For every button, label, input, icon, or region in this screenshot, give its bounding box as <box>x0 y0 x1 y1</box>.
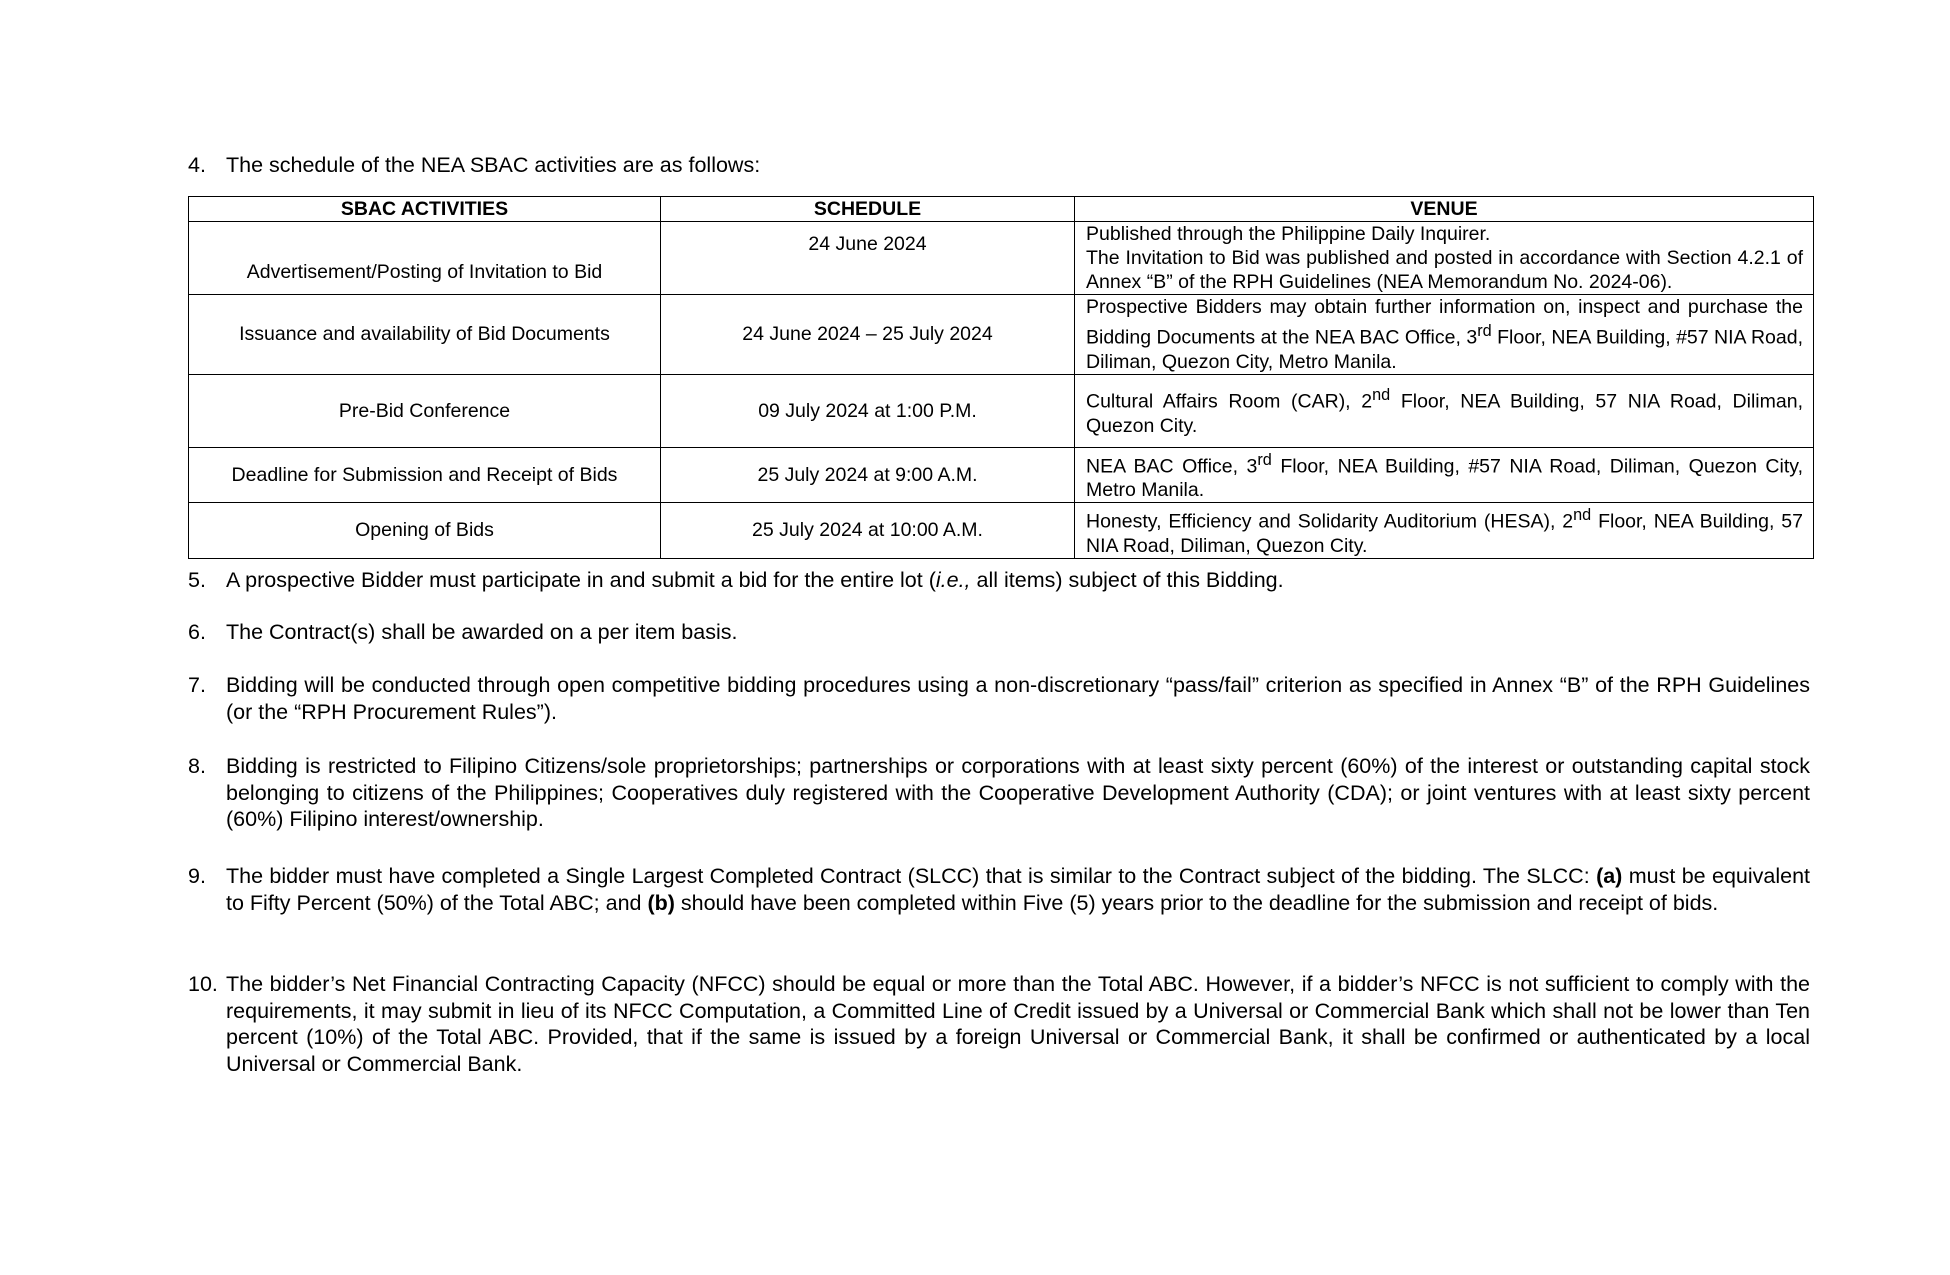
item-number: 7. <box>188 673 206 697</box>
venue-text: Honesty, Efficiency and Solidarity Auditorium (HESA), 2 <box>1086 510 1574 533</box>
item-number: 4. <box>188 153 206 177</box>
table-row <box>189 447 1814 503</box>
item-text <box>226 567 1810 594</box>
header-activities: SBAC ACTIVITIES <box>189 197 661 222</box>
item-number: 8. <box>188 754 206 778</box>
table-row <box>189 222 1814 295</box>
activity-cell: Opening of Bids <box>189 503 661 559</box>
venue-text: NEA BAC Office, 3 <box>1086 455 1258 477</box>
schedule-cell: 25 July 2024 at 9:00 A.M. <box>661 447 1075 503</box>
activity-cell: Issuance and availability of Bid Documents <box>189 295 661 375</box>
schedule-table <box>188 196 1814 559</box>
venue-superscript: rd <box>1257 450 1272 469</box>
venue-superscript: rd <box>1477 322 1492 340</box>
text-run: The bidder must have completed a Single Largest Completed Contract (SLCC) that is similar to the Contract subject of the bidding. The SLCC: <box>226 864 1597 888</box>
venue-text: Floor, NEA Building, #57 NIA Road, Diliman, Quezon City, Metro Manila. <box>1086 455 1803 501</box>
item-text: Bidding will be conducted through open competitive bidding procedures using a non-discretionary “pass/fail” criterion as specified in Annex “B” of the RPH Guidelines (or the “RPH Procurement Rules”). <box>226 673 1810 724</box>
item-number: 10. <box>188 972 218 996</box>
table-row <box>189 374 1814 447</box>
item-number: 9. <box>188 864 206 888</box>
item-number: 6. <box>188 620 206 644</box>
venue-text: Cultural Affairs Room (CAR), 2 <box>1086 390 1373 413</box>
schedule-cell: 24 June 2024 – 25 July 2024 <box>661 295 1075 375</box>
activity-cell: Pre-Bid Conference <box>189 374 661 447</box>
item-text: The schedule of the NEA SBAC activities are as follows: <box>226 153 761 177</box>
venue-cell <box>1075 503 1814 559</box>
table-header-row <box>189 197 1814 222</box>
italic-run: i.e., <box>935 568 971 592</box>
bold-run: (b) <box>647 890 675 915</box>
item-text: The bidder’s Net Financial Contracting Capacity (NFCC) should be equal or more than the Total ABC. However, if a bidder’s NFCC is not sufficient to comply with the requirements, it may submit in lieu of its NFCC Computation, a Committed Line of Credit issued by a Universal or Commercial Bank which shall not be lower than Ten percent (10%) of the Total ABC. Provided, that if the same is issued by a foreign Universal or Commercial Bank, it shall be confirmed or authenticated by a local Universal or Commercial Bank. <box>226 972 1810 1076</box>
venue-cell <box>1075 222 1814 295</box>
venue-text: Floor, NEA Building, #57 NIA Road, Diliman, Quezon City, Metro Manila. <box>1086 326 1803 373</box>
text-run: should have been completed within Five (5) years prior to the deadline for the submission and receipt of bids. <box>674 890 1719 915</box>
venue-cell <box>1075 447 1814 503</box>
activity-cell: Advertisement/Posting of Invitation to Bid <box>189 222 661 295</box>
schedule-cell: 09 July 2024 at 1:00 P.M. <box>661 374 1075 447</box>
text-run: A prospective Bidder must participate in and submit a bid for the entire lot ( <box>226 568 936 592</box>
venue-superscript: nd <box>1372 386 1391 405</box>
table-row <box>189 295 1814 375</box>
venue-line: Published through the Philippine Daily Inquirer. <box>1086 223 1491 245</box>
activity-cell: Deadline for Submission and Receipt of Bids <box>189 447 661 503</box>
item-number: 5. <box>188 568 206 592</box>
venue-cell <box>1075 374 1814 447</box>
header-schedule: SCHEDULE <box>661 197 1075 222</box>
schedule-cell: 25 July 2024 at 10:00 A.M. <box>661 503 1075 559</box>
item-text: The Contract(s) shall be awarded on a per item basis. <box>226 620 738 644</box>
bold-run: (a) <box>1596 864 1623 888</box>
text-run: must be equivalent to Fifty Percent (50%) of the Total ABC; and <box>226 864 1811 915</box>
table-row <box>189 503 1814 559</box>
header-venue: VENUE <box>1075 197 1814 222</box>
venue-cell <box>1075 295 1814 375</box>
venue-text: Floor, NEA Building, 57 NIA Road, Diliman, Quezon City. <box>1086 390 1803 437</box>
venue-superscript: nd <box>1573 506 1592 524</box>
venue-line: The Invitation to Bid was published and posted in accordance with Section 4.2.1 of Annex “B” of the RPH Guidelines (NEA Memorandum No. 2024-06). <box>1086 247 1803 293</box>
venue-text: Floor, NEA Building, 57 NIA Road, Diliman, Quezon City. <box>1086 510 1803 557</box>
item-text: Bidding is restricted to Filipino Citizens/sole proprietorships; partnerships or corporations with at least sixty percent (60%) of the interest or outstanding capital stock belonging to citizens of the Philippines; Cooperatives duly registered with the Cooperative Development Authority (CDA); or joint ventures with at least sixty percent (60%) Filipino interest/ownership. <box>226 754 1810 831</box>
item-text <box>226 863 1810 916</box>
text-run: all items) subject of this Bidding. <box>970 568 1284 592</box>
schedule-cell: 24 June 2024 <box>661 222 1075 295</box>
venue-text: Prospective Bidders may obtain further information on, inspect and purchase the Bidding Documents at the NEA BAC Office, 3 <box>1086 296 1803 349</box>
